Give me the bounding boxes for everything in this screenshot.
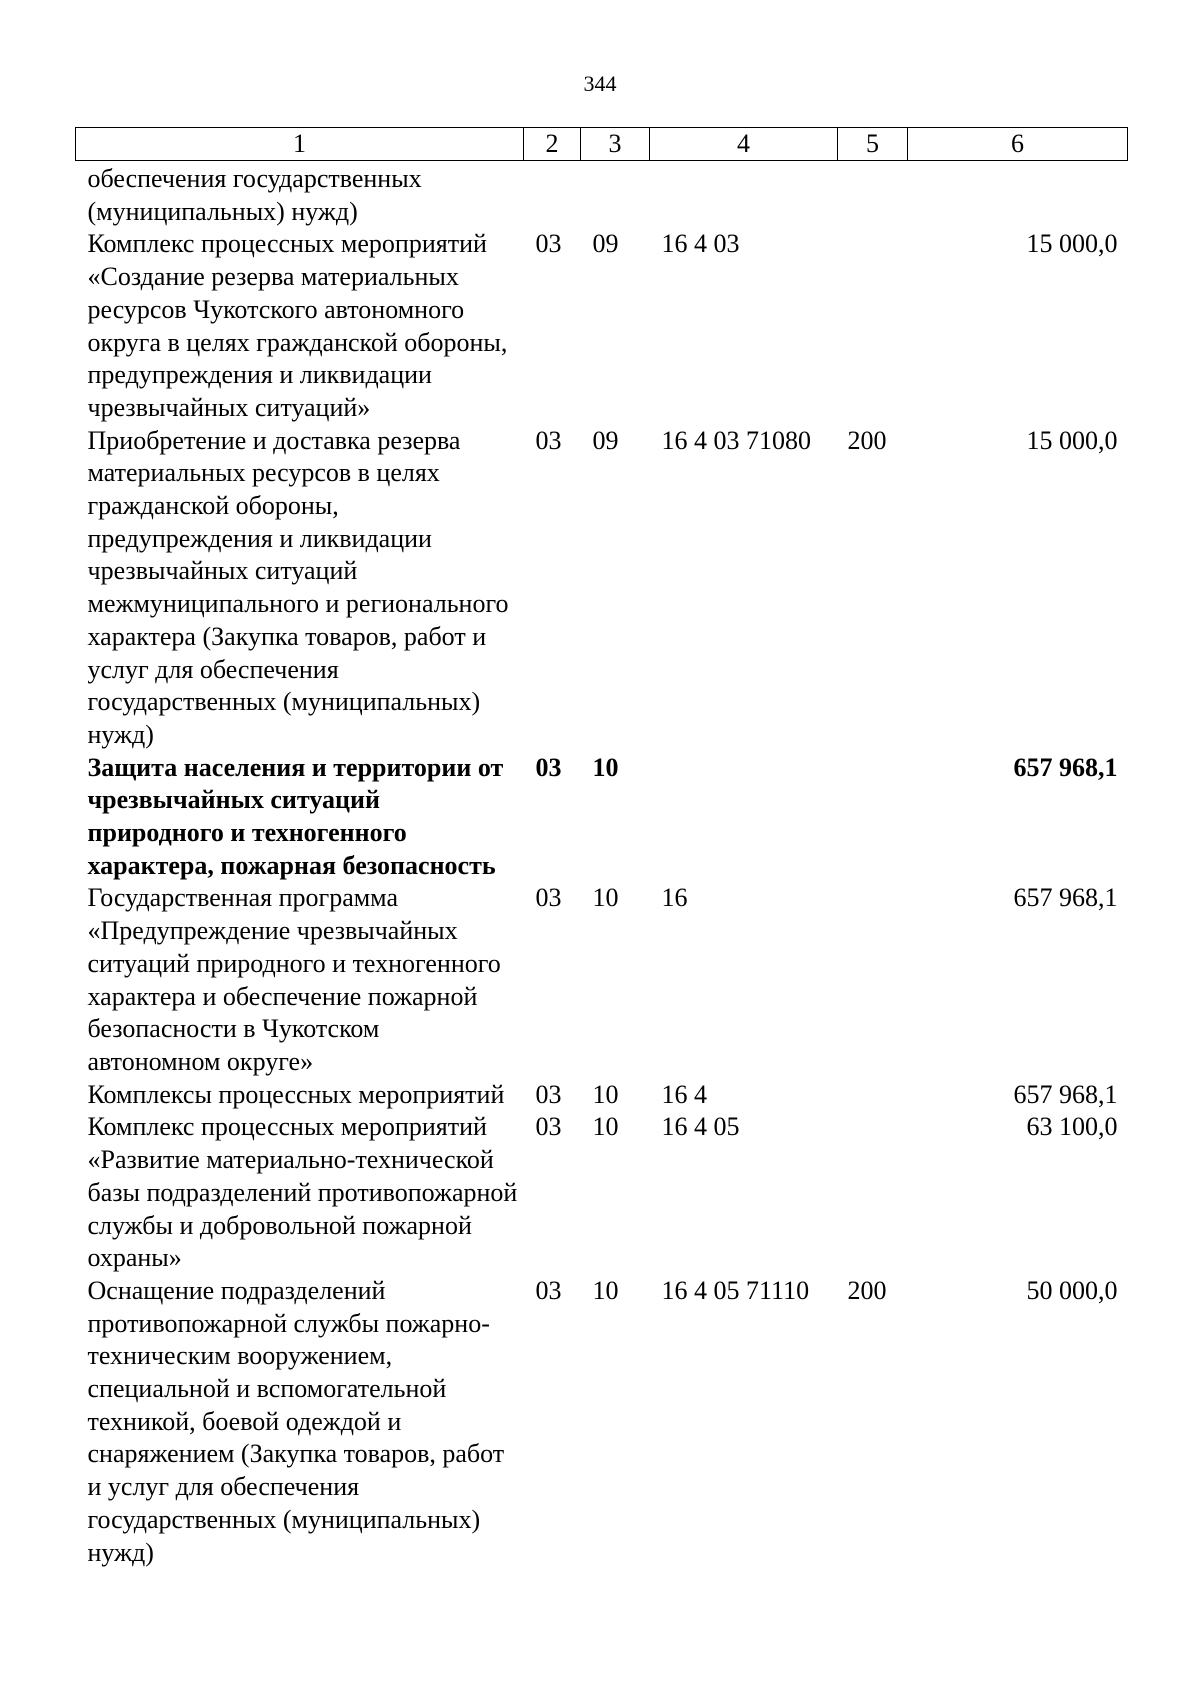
table-row xyxy=(76,1111,1128,1275)
row-section-code: 03 xyxy=(535,1275,562,1305)
row-subsection-code: 10 xyxy=(592,1275,619,1305)
row-name: Комплекс процессных мероприятий «Создание резерва материальных ресурсов Чукотского автономного округа в целях гражданской обороны, предупреждения и ликвидации чрезвычайных ситуаций» xyxy=(87,229,508,422)
row-subsection-code: 10 xyxy=(592,883,619,913)
row-amount: 50 000,0 xyxy=(1026,1275,1118,1305)
header-row xyxy=(76,128,1128,161)
header-col-5: 5 xyxy=(838,128,908,161)
table-row xyxy=(76,161,1128,229)
row-name: Приобретение и доставка резерва материальных ресурсов в целях гражданской обороны, предупреждения и ликвидации чрезвычайных ситуаций межмуниципального и регионального характера (Закупка товаров, работ и услуг для обеспечения государственных (муниципальных) нужд) xyxy=(87,425,509,749)
page-number: 344 xyxy=(583,71,617,96)
row-expense-type xyxy=(838,882,908,1078)
table-body xyxy=(76,161,1128,1570)
row-section-code: 03 xyxy=(535,229,562,259)
row-name: обеспечения государственных (муниципальных) нужд) xyxy=(87,164,422,226)
row-target-article xyxy=(650,752,838,883)
row-target-article: 16 xyxy=(661,883,688,913)
budget-table xyxy=(75,127,1128,1569)
row-target-article: 16 4 05 xyxy=(661,1112,740,1142)
row-target-article: 16 4 xyxy=(661,1079,707,1109)
header-col-1: 1 xyxy=(76,128,524,161)
row-amount: 657 968,1 xyxy=(1013,883,1118,913)
row-section-code: 03 xyxy=(535,883,562,913)
table-row xyxy=(76,882,1128,1078)
row-name: Комплексы процессных мероприятий xyxy=(87,1079,505,1109)
row-target-article xyxy=(650,161,838,229)
row-amount xyxy=(908,161,1128,229)
table-row xyxy=(76,1275,1128,1569)
row-amount: 15 000,0 xyxy=(1026,229,1118,259)
header-col-3: 3 xyxy=(581,128,650,161)
row-expense-type xyxy=(838,1079,908,1112)
row-subsection-code xyxy=(581,161,650,229)
row-amount: 657 968,1 xyxy=(1013,1079,1118,1109)
table-row xyxy=(76,752,1128,883)
row-name: Комплекс процессных мероприятий «Развитие материально-технической базы подразделений противопожарной службы и добровольной пожарной охраны» xyxy=(87,1112,518,1273)
row-target-article: 16 4 05 71110 xyxy=(661,1275,810,1305)
row-expense-type xyxy=(838,161,908,229)
table-row xyxy=(76,425,1128,752)
row-section-code: 03 xyxy=(535,752,562,782)
row-subsection-code: 09 xyxy=(592,425,619,455)
row-section-code: 03 xyxy=(535,1079,562,1109)
row-name: Оснащение подразделений противопожарной службы пожарно-техническим вооружением, специальной и вспомогательной техникой, боевой одеждой и снаряжением (Закупка товаров, работ и услуг для обеспечения государственных (муниципальных) нужд) xyxy=(87,1275,505,1567)
row-expense-type xyxy=(838,1111,908,1275)
header-col-2: 2 xyxy=(524,128,581,161)
row-name: Государственная программа «Предупреждение чрезвычайных ситуаций природного и техногенного характера и обеспечение пожарной безопасности в Чукотском автономном округе» xyxy=(87,883,501,1076)
row-target-article: 16 4 03 71080 xyxy=(661,425,811,455)
table-row xyxy=(76,228,1128,424)
row-expense-type: 200 xyxy=(847,1275,887,1305)
row-expense-type xyxy=(838,752,908,883)
header-col-4: 4 xyxy=(650,128,838,161)
table-header xyxy=(76,128,1128,161)
row-subsection-code: 09 xyxy=(592,229,619,259)
row-section-code: 03 xyxy=(535,425,562,455)
row-expense-type: 200 xyxy=(847,425,887,455)
row-amount: 15 000,0 xyxy=(1026,425,1118,455)
row-section-code: 03 xyxy=(535,1112,562,1142)
row-amount: 657 968,1 xyxy=(1013,752,1118,782)
row-amount: 63 100,0 xyxy=(1026,1112,1118,1142)
row-subsection-code: 10 xyxy=(592,752,619,782)
row-section-code xyxy=(524,161,581,229)
row-subsection-code: 10 xyxy=(592,1079,619,1109)
row-target-article: 16 4 03 xyxy=(661,229,740,259)
row-expense-type xyxy=(838,228,908,424)
row-subsection-code: 10 xyxy=(592,1112,619,1142)
header-col-6: 6 xyxy=(908,128,1128,161)
row-name: Защита населения и территории от чрезвычайных ситуаций природного и техногенного характера, пожарная безопасность xyxy=(87,752,504,880)
table-row xyxy=(76,1079,1128,1112)
